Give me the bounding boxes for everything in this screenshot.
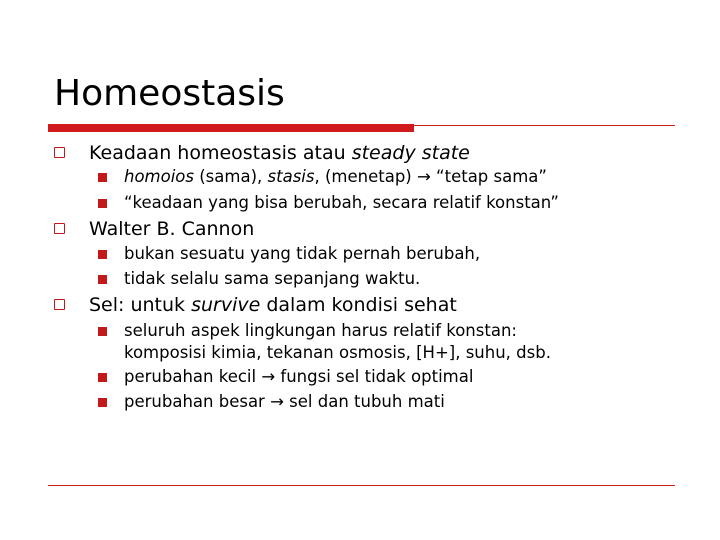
arrow-right-icon: → [416, 167, 431, 186]
filled-square-bullet-icon [98, 373, 107, 382]
hollow-square-bullet-icon [54, 223, 65, 234]
title-underline-accent [48, 124, 414, 132]
bullet-text: Walter B. Cannon [89, 218, 255, 240]
filled-square-bullet-icon [98, 327, 107, 336]
arrow-right-icon: → [261, 367, 276, 386]
sub-bullet-text-line2: komposisi kimia, tekanan osmosis, [H+], suhu, dsb. [124, 343, 551, 362]
sub-bullet-text [124, 166, 547, 188]
sub-text: sel dan tubuh mati [283, 392, 445, 411]
bullet-text-italic: steady state [351, 142, 470, 164]
sub-text: perubahan kecil [124, 367, 262, 386]
sub-text: perubahan besar [124, 392, 271, 411]
bullet-text [89, 142, 470, 164]
sub-bullet-text: “keadaan yang bisa berubah, secara relatif konstan” [124, 193, 559, 212]
sub-bullet-text: bukan sesuatu yang tidak pernah berubah, [124, 244, 481, 263]
filled-square-bullet-icon [98, 173, 107, 182]
sub-bullet-text-line1: seluruh aspek lingkungan harus relatif konstan: [124, 321, 517, 340]
slide-title: Homeostasis [54, 73, 285, 114]
bullet-text-plain: Keadaan homeostasis atau [89, 142, 352, 164]
filled-square-bullet-icon [98, 398, 107, 407]
sub-bullet-text [124, 391, 445, 413]
hollow-square-bullet-icon [54, 299, 65, 310]
filled-square-bullet-icon [98, 199, 107, 208]
term-stasis: stasis [267, 167, 315, 186]
filled-square-bullet-icon [98, 275, 107, 284]
sub-bullet-text [124, 366, 473, 388]
sub-text: (sama), [194, 167, 268, 186]
arrow-right-icon: → [270, 392, 284, 411]
hollow-square-bullet-icon [54, 147, 65, 158]
bullet-text [89, 294, 457, 316]
bullet-text-italic: survive [191, 294, 261, 316]
sub-bullet-text: tidak selalu sama sepanjang waktu. [124, 269, 421, 288]
filled-square-bullet-icon [98, 250, 107, 259]
sub-text: “tetap sama” [430, 167, 547, 186]
bullet-text-plain: Sel: untuk [89, 294, 192, 316]
term-homoios: homoios [124, 167, 194, 186]
footer-divider [48, 485, 675, 486]
sub-text: fungsi sel tidak optimal [275, 367, 474, 386]
sub-text: , (menetap) [314, 167, 417, 186]
bullet-text-plain: dalam kondisi sehat [260, 294, 457, 316]
